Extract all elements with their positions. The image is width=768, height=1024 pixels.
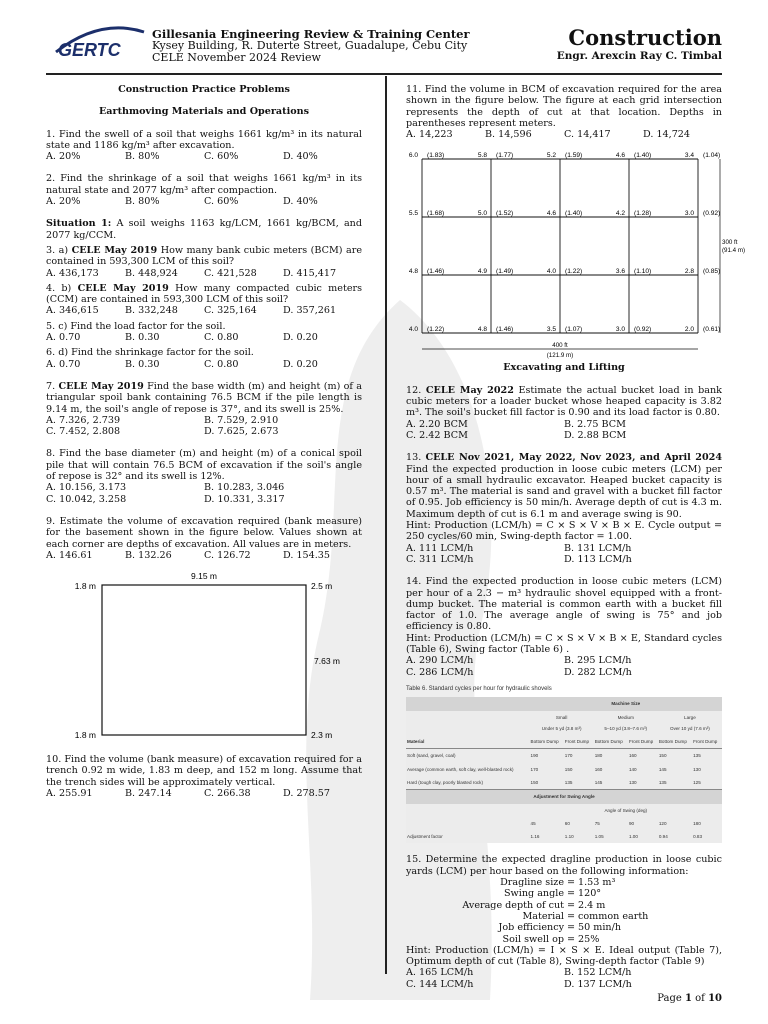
table-header (658, 711, 722, 736)
table-header: Machine Size (611, 701, 641, 707)
question-4 (46, 283, 362, 306)
question-1: 1. Find the swell of a soil that weighs 1661 kg/m³ in its natural state and 1186 kg/m³ after excavation. (46, 128, 362, 151)
depth-ft: 3.0 (615, 326, 625, 334)
option: C. 14,417 (564, 129, 611, 141)
table-cell: 60 (564, 820, 570, 826)
exam-tag: CELE May 2019 (77, 282, 169, 294)
data-value: common earth (578, 910, 649, 922)
review-name: CELE November 2024 Review (152, 51, 321, 64)
question-15-options (406, 967, 722, 990)
depth-m: (1.22) (565, 268, 583, 276)
question-14-options (406, 655, 722, 678)
option: C. 144 LCM/h (406, 978, 474, 990)
question-8: 8. Find the base diameter (m) and height (m) of a conical spoil pile that will contain 76.5 BCM of excavation if the soil's angle of repose is 32° and its swell is 12%. (46, 448, 362, 483)
table-cell: 1.10 (564, 834, 574, 840)
table-cell: 1.05 (594, 834, 604, 840)
org-address: Kysey Building, R. Duterte Street, Guadalupe, Cebu City (152, 39, 468, 52)
table-cell: 1.16 (530, 834, 540, 840)
option: A. 20% (46, 151, 81, 163)
bottom-dim-ft: 400 ft (552, 342, 568, 350)
depth-m: (0.85) (703, 268, 721, 276)
right-column (406, 84, 746, 990)
option: C. 10.042, 3.258 (46, 493, 127, 505)
side-dim-ft: 300 ft (722, 239, 738, 247)
option: C. 311 LCM/h (406, 553, 474, 565)
table-cell: 120 (658, 820, 667, 826)
depth-m: (1.52) (496, 210, 514, 218)
table-header: Front Dump (628, 739, 654, 745)
option: A. 20% (46, 196, 81, 208)
situation-label: Situation 1: (46, 218, 112, 230)
depth-ft: 4.9 (477, 268, 487, 276)
option: C. 325,164 (204, 305, 257, 317)
question-11-options (406, 129, 722, 140)
tr-depth: 2.5 m (311, 581, 333, 592)
option: B. 131 LCM/h (564, 542, 632, 554)
option: B. 10.283, 3.046 (204, 482, 285, 494)
option: D. 0.20 (283, 358, 318, 370)
option: A. 0.70 (46, 358, 81, 370)
option: A. 14,223 (406, 129, 453, 141)
depth-ft: 4.6 (615, 152, 625, 160)
option: A. 7.326, 2.739 (46, 414, 121, 426)
table-header: Angle of Swing (deg) (604, 807, 648, 813)
option: C. 0.80 (204, 358, 239, 370)
table-cell: 0.83 (693, 834, 703, 840)
size-sub: Over 10 yd (7.6 m³) (670, 725, 710, 731)
depth-m: (0.92) (634, 326, 652, 334)
section-title-earthmoving: Earthmoving Materials and Operations (99, 106, 309, 118)
table-cell: 170 (564, 753, 573, 759)
option: B. 132.26 (125, 549, 172, 561)
basement-figure (46, 567, 362, 747)
question-9: 9. Estimate the volume of excavation required (bank measure) for the basement shown in the figure below. Values shown at each corner are depths of excavation. All values are in meters. (46, 515, 362, 550)
depth-ft: 3.5 (546, 326, 556, 334)
question-4-options (46, 305, 362, 316)
question-13-hint: Hint: Production (LCM/h) = C × S × V × B × E. Cycle output = 250 cycles/60 min, Swing-depth factor = 1.00. (406, 520, 722, 543)
depth-ft: 3.0 (684, 210, 694, 218)
option: D. 357,261 (283, 305, 337, 317)
table-cell: 90 (628, 820, 635, 826)
table-cell: 125 (693, 779, 701, 785)
question-10-options (46, 788, 362, 799)
tl-depth: 1.8 m (74, 581, 96, 592)
question-9-options (46, 550, 362, 561)
page-label: Page (657, 993, 682, 1004)
option: C. 7.452, 2.808 (46, 426, 121, 438)
option: D. 137 LCM/h (564, 978, 632, 990)
depth-m: (1.40) (565, 210, 583, 218)
option: D. 278.57 (283, 787, 331, 799)
option: C. 60% (204, 151, 239, 163)
question-2-options (46, 196, 362, 207)
depth-m: (1.07) (565, 326, 583, 334)
option: D. 10.331, 3.317 (204, 493, 285, 505)
depth-ft: 5.8 (477, 152, 487, 160)
option: D. 282 LCM/h (564, 666, 632, 678)
exam-tag: CELE May 2019 (71, 244, 158, 256)
table-row (406, 749, 722, 763)
table-cell: 75 (594, 820, 600, 826)
table-header: Bottom Dump (530, 739, 559, 745)
question-11: 11. Find the volume in BCM of excavation required for the area shown in the figure below. The figure at each grid intersection represents the depth of cut at that location. Depths in parentheses represent meters. (406, 84, 722, 129)
option: C. 126.72 (204, 549, 251, 561)
q-text: Estimate the actual bucket load in bank cubic meters for a loader bucket whose heaped capacity is 3.82 m³. The soil's bucket fill factor is 0.90 and its load factor is 0.80. (406, 384, 722, 419)
question-13 (406, 452, 722, 520)
table-cell (406, 817, 530, 830)
question-8-options (46, 482, 362, 505)
depth-ft: 5.0 (477, 210, 487, 218)
table-cell: 150 (658, 753, 667, 759)
depth-ft: 2.0 (684, 326, 694, 334)
option: A. 0.70 (46, 332, 81, 344)
option: A. 165 LCM/h (406, 967, 474, 979)
table-cell: 130 (693, 766, 701, 772)
bottom-dim-m: (121.9 m) (546, 352, 574, 360)
question-3 (46, 245, 362, 268)
table-cell: 160 (594, 766, 603, 772)
br-depth: 2.3 m (311, 730, 333, 741)
section-title-excavating: Excavating and Lifting (503, 362, 625, 374)
option: A. 255.91 (46, 787, 93, 799)
depth-ft: 6.0 (408, 152, 418, 160)
option: B. 2.75 BCM (564, 418, 626, 430)
table-cell: 45 (530, 820, 536, 826)
practice-title: Construction Practice Problems (118, 84, 290, 95)
data-value: 2.4 m (578, 899, 606, 911)
table-cell: 0.94 (658, 834, 668, 840)
depth-m: (1.83) (427, 152, 445, 160)
table-cell: 180 (693, 820, 701, 826)
page-current: 1 (685, 993, 692, 1004)
question-13-options (406, 543, 722, 566)
option: B. 152 LCM/h (564, 967, 632, 979)
table-row (406, 763, 722, 776)
table-cell: Adjustment factor (407, 834, 443, 840)
q-prefix: 12. (406, 384, 426, 396)
q-text: How many compacted cubic meters (CCM) are contained in 593,300 LCM of this soil? (46, 282, 363, 306)
page-of: of (695, 993, 705, 1004)
side-dim: 7.63 m (314, 656, 340, 667)
table-cell: 150 (564, 766, 573, 772)
question-14: 14. Find the expected production in loose cubic meters (LCM) per hour of a 2.3 − m³ hydraulic shovel equipped with a front-dump bucket. The material is common earth with a bucket fill factor of 1.0. The average angle of swing is 75° and job efficiency is 0.80. (406, 576, 722, 633)
excavation-grid-figure (400, 145, 746, 360)
table-cell (406, 804, 530, 817)
option: B. 247.14 (125, 787, 172, 799)
left-column (46, 84, 362, 799)
table-cell: 135 (564, 779, 573, 785)
option: B. 332,248 (125, 305, 178, 317)
option: C. 266.38 (204, 787, 251, 799)
table-cell: 145 (594, 779, 603, 785)
table-cell: 190 (530, 753, 539, 759)
option: B. 14,596 (485, 129, 532, 141)
size-sub: Under 5 yd (3.8 m³) (541, 725, 582, 731)
table-cell: 140 (628, 766, 637, 772)
depth-ft: 5.5 (408, 210, 418, 218)
size-sub: 5–10 yd (3.8–7.6 m³) (604, 725, 648, 731)
depth-ft: 3.6 (615, 268, 625, 276)
depth-m: (1.40) (634, 152, 652, 160)
table-6-caption: Table 6. Standard cycles per hour for hydraulic shovels (406, 685, 552, 692)
q-prefix: 4. b) (46, 282, 78, 294)
option: D. 14,724 (643, 129, 691, 141)
table-cell: 135 (658, 779, 667, 785)
question-12-options (406, 419, 722, 442)
column-divider (385, 76, 387, 974)
option: B. 7.529, 2.910 (204, 414, 279, 426)
option: D. 0.20 (283, 332, 318, 344)
question-5: 5. c) Find the load factor for the soil. (46, 320, 226, 332)
q-prefix: 3. a) (46, 244, 72, 256)
exam-tag: CELE Nov 2021, May 2022, Nov 2023, and April 2024 (425, 452, 723, 464)
depth-m: (1.59) (565, 152, 583, 160)
data-value: 25% (578, 933, 600, 945)
question-15-hint: Hint: Production (LCM/h) = I × S × E. Ideal output (Table 7), Optimum depth of cut (Table 8), Swing-depth factor (Table 9) (406, 944, 722, 968)
option: A. 290 LCM/h (406, 655, 474, 667)
data-value: 50 min/h (578, 922, 622, 934)
question-6: 6. d) Find the shrinkage factor for the soil. (46, 347, 254, 359)
logo-text: GERTC (58, 40, 121, 60)
question-15-data: Dragline size = 1.53 m³ Swing angle = 120° Average depth of cut = 2.4 m Material = common earth Job efficiency = 50 min/h Soil swell op = 25% (406, 877, 722, 945)
table-cell: 145 (658, 766, 667, 772)
question-6-options (46, 359, 362, 370)
question-1-options (46, 151, 362, 162)
option: C. 421,528 (204, 267, 257, 279)
option: D. 415,417 (283, 267, 337, 279)
depth-m: (0.61) (703, 326, 721, 334)
data-key: Soil swell op (502, 933, 564, 945)
q-text: Find the base width (m) and height (m) of a triangular spoil bank containing 76.5 BCM if the pile length is 9.14 m, the soil's angle of repose is 37°, and its swell is 25%. (46, 380, 362, 415)
question-14-hint: Hint: Production (LCM/h) = C × S × V × B × E, Standard cycles (Table 6), Swing factor (Table 6) . (406, 632, 722, 656)
page-total: 10 (708, 993, 722, 1004)
table-row (406, 830, 722, 843)
option: A. 436,173 (46, 267, 99, 279)
table-cell: 1.00 (628, 834, 638, 840)
depth-m: (1.28) (634, 210, 652, 218)
option: C. 0.80 (204, 332, 239, 344)
option: B. 0.30 (125, 332, 160, 344)
option: D. 40% (283, 151, 318, 163)
data-key: Average depth of cut (462, 899, 564, 911)
basement-outline (102, 585, 306, 735)
option: A. 10.156, 3.173 (46, 482, 127, 494)
depth-m: (1.10) (634, 268, 652, 276)
org-name: Gillesania Engineering Review & Training Center (152, 27, 470, 41)
table-header: Front Dump (693, 739, 718, 745)
table-cell (406, 697, 530, 710)
q-prefix: 13. (406, 452, 426, 464)
option: D. 154.35 (283, 549, 331, 561)
size-label: Small (555, 714, 568, 720)
data-value: 1.53 m³ (578, 877, 616, 889)
exam-tag: CELE May 2019 (58, 380, 144, 392)
option: A. 346,615 (46, 305, 99, 317)
question-10: 10. Find the volume (bank measure) of excavation required for a trench 0.92 m wide, 1.83 m deep, and 152 m long. Assume that the trench sides will be approximately vertical. (46, 754, 362, 788)
question-3-options (46, 268, 362, 279)
table-header (530, 711, 594, 736)
option: C. 60% (204, 196, 239, 208)
table-row (406, 817, 722, 830)
option: B. 0.30 (125, 358, 160, 370)
question-5-options (46, 332, 362, 343)
table-header: Front Dump (564, 739, 590, 745)
table-cell: 180 (594, 753, 603, 759)
org-block (152, 28, 470, 64)
data-key: Material (522, 910, 564, 922)
table-cell: 135 (693, 753, 701, 759)
option: A. 111 LCM/h (406, 542, 474, 554)
option: C. 286 LCM/h (406, 666, 474, 678)
situation-text: A soil weighs 1163 kg/LCM, 1661 kg/BCM, and 2077 kg/CCM. (46, 218, 363, 241)
question-2: 2. Find the shrinkage of a soil that weighs 1661 kg/m³ in its natural state and 2077 kg/m³ after compaction. (46, 173, 362, 196)
table-cell: Soft (sand, gravel, coal) (407, 753, 456, 759)
option: A. 2.20 BCM (406, 418, 468, 430)
side-dim-m: (91.4 m) (722, 247, 746, 255)
option: D. 7.625, 2.673 (204, 426, 279, 438)
subject-block (557, 26, 722, 62)
depth-m: (1.77) (496, 152, 514, 160)
q-text: How many bank cubic meters (BCM) are contained in 593,300 LCM of this soil? (46, 244, 362, 268)
option: B. 295 LCM/h (564, 655, 632, 667)
bl-depth: 1.8 m (74, 730, 96, 741)
table-row (406, 776, 722, 790)
table-header: Material (407, 739, 425, 745)
table-header (594, 711, 658, 736)
question-12 (406, 385, 722, 419)
depth-ft: 4.2 (615, 210, 625, 218)
situation-1 (46, 218, 362, 241)
depth-ft: 4.0 (546, 268, 556, 276)
depth-ft: 2.8 (684, 268, 694, 276)
table-header: Bottom Dump (658, 739, 687, 745)
table-cell: Average (common earth, soft clay, well-blasted rock) (407, 766, 514, 772)
depth-m: (1.46) (427, 268, 445, 276)
gertc-logo (54, 22, 146, 62)
subject-title: Construction (568, 25, 722, 50)
depth-m: (1.46) (496, 326, 514, 334)
option: D. 113 LCM/h (564, 553, 632, 565)
depth-m: (0.92) (703, 210, 721, 218)
depth-ft: 4.0 (408, 326, 418, 334)
question-15: 15. Determine the expected dragline production in loose cubic yards (LCM) per hour based on the following information: (406, 854, 722, 877)
exam-tag: CELE May 2022 (425, 384, 514, 396)
q-prefix: 7. (46, 380, 59, 392)
depth-m: (1.04) (703, 152, 721, 160)
data-key: Job efficiency (498, 922, 564, 934)
table-cell: 130 (628, 779, 637, 785)
data-key: Dragline size (500, 877, 564, 889)
question-7-options (46, 415, 362, 438)
option: B. 80% (125, 196, 160, 208)
table-header: Adjustment for Swing Angle (533, 794, 595, 800)
table-cell (406, 711, 530, 736)
table-cell: 170 (530, 766, 539, 772)
depth-ft: 4.8 (477, 326, 487, 334)
data-key: Swing angle (503, 888, 564, 900)
option: D. 40% (283, 196, 318, 208)
depth-ft: 3.4 (684, 152, 694, 160)
depth-m: (1.49) (496, 268, 514, 276)
option: B. 80% (125, 151, 160, 163)
option: A. 146.61 (46, 549, 93, 561)
page-number (657, 993, 722, 1004)
option: C. 2.42 BCM (406, 429, 468, 441)
instructor-name: Engr. Arexcin Ray C. Timbal (556, 50, 722, 62)
table-cell: 150 (530, 779, 539, 785)
depth-m: (1.22) (427, 326, 445, 334)
table-header: Bottom Dump (594, 739, 623, 745)
option: D. 2.88 BCM (564, 429, 627, 441)
depth-ft: 4.6 (546, 210, 556, 218)
size-label: Large (684, 714, 696, 720)
depth-ft: 4.8 (408, 268, 418, 276)
question-7 (46, 381, 362, 415)
top-dim: 9.15 m (191, 571, 217, 582)
header-rule (46, 73, 722, 75)
table-6-grid (406, 697, 722, 843)
depth-m: (1.68) (427, 210, 445, 218)
option: B. 448,924 (125, 267, 178, 279)
q-text: Find the expected production in loose cubic meters (LCM) per hour of a small hydraulic excavator. Heaped bucket capacity is 0.57 m³. The material is sand and gravel with a bucket fill factor of 0.95. Job efficiency is 50 min/h. Average depth of cut is 4.3 m. Maximum depth of cut is 6.1 m and average swing is 90. (406, 463, 722, 520)
table-cell: Hard (tough clay, poorly blasted rock) (407, 779, 484, 785)
data-value: 120° (578, 888, 602, 900)
size-label: Medium (617, 714, 634, 720)
table-6 (406, 684, 722, 844)
depth-ft: 5.2 (546, 152, 556, 160)
table-cell: 160 (628, 753, 637, 759)
